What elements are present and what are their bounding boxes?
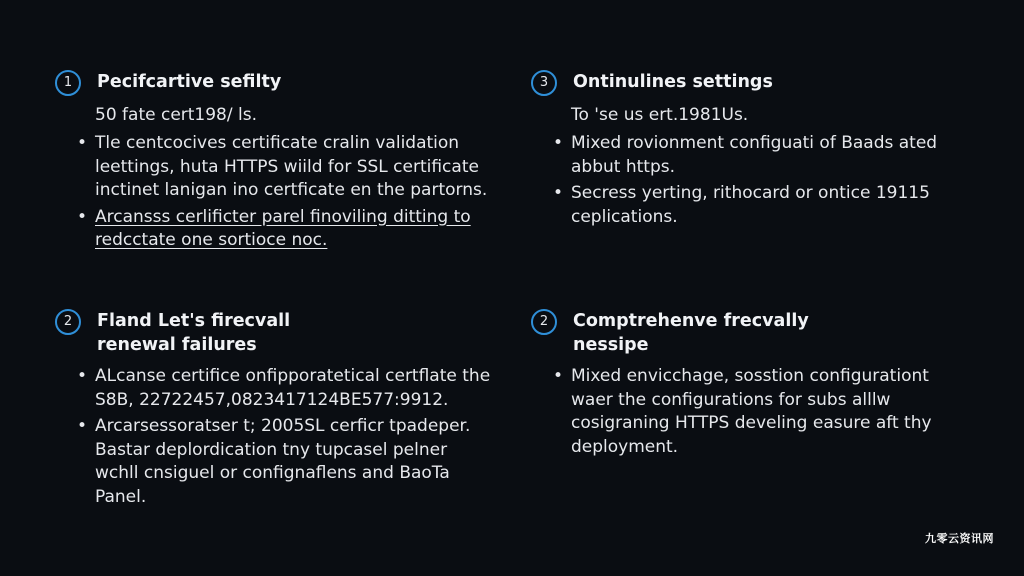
watermark-logo: 九零云资讯网 (925, 532, 994, 545)
bullet-item: • Arcarsessoratser t; 2005SL cerficr tpadeper. Bastar deplordication tny tupcasel pelner wchll cnsiguel or confignaflens and BaoTa Panel. (77, 415, 495, 509)
section-1-header (55, 70, 495, 96)
bullet-item: • ALcanse certifice onfipporatetical certflate the S8B, 22722457,0823417124BE577:9912. (77, 365, 495, 412)
section-3 (55, 309, 495, 512)
section-title: Pecifcartive sefilty (97, 72, 282, 92)
section-title: Comptrehenve frecvally nessipe (573, 311, 809, 355)
section-number-badge: 2 (531, 309, 557, 335)
section-subtitle: 50 fate cert198/ ls. (95, 105, 257, 125)
bullet-list (531, 132, 971, 229)
section-2 (531, 70, 971, 232)
bullet-item: • Secress yerting, rithocard or ontice 19115 ceplications. (553, 182, 971, 229)
bullet-item: • Tle centcocives certificate cralin validation leettings, huta HTTPS wiild for SSL certificate inctinet lanigan ino certficate en the partorns. (77, 132, 495, 203)
section-subtitle: To 'se us ert.1981Us. (571, 105, 749, 125)
bullet-list (531, 365, 971, 459)
section-1 (55, 70, 495, 256)
section-number-badge: 3 (531, 70, 557, 96)
section-3-header (55, 309, 495, 357)
section-title: Ontinulines settings (573, 72, 773, 92)
bullet-item: • Mixed rovionment configuati of Baads ated abbut https. (553, 132, 971, 179)
section-title: Fland Let's firecvall renewal failures (97, 311, 291, 355)
section-number-badge: 2 (55, 309, 81, 335)
bullet-list (55, 132, 495, 253)
bullet-item-link[interactable]: • Arcansss cerlificter parel finoviling ditting to redcctate one sortioce noc. (77, 206, 495, 253)
section-number-badge: 1 (55, 70, 81, 96)
bullet-list (55, 365, 495, 509)
bullet-item: • Mixed envicchage, sosstion configurationt waer the configurations for subs alllw cosigraning HTTPS develing easure aft thy deployment. (553, 365, 971, 459)
section-2-header (531, 70, 971, 96)
section-4-header (531, 309, 971, 357)
section-4 (531, 309, 971, 462)
